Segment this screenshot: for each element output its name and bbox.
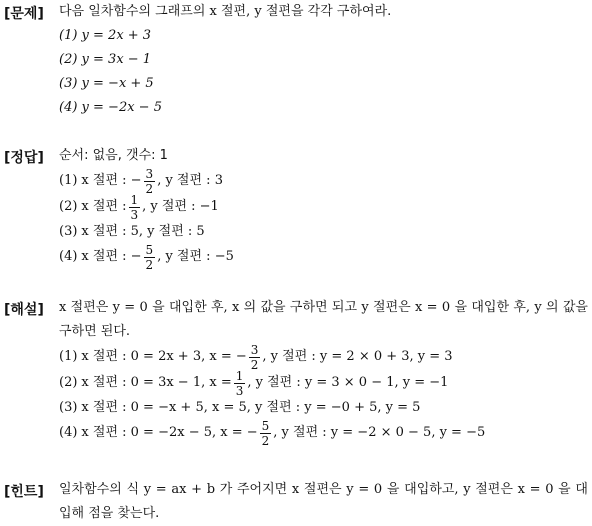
- explanation-item-3: (3) x 절편 : 0 = −x + 5, x = 5 , y 절편 : y = −0 + 5, y = 5: [59, 400, 421, 415]
- answer-item-3: (3) x 절편 : 5 , y 절편 : 5: [59, 224, 205, 239]
- answer-meta: 순서: 없음, 갯수: 1: [59, 148, 168, 163]
- fraction: $\frac{1}{3}$: [235, 368, 244, 398]
- explanation-item-1: (1) x 절편 : 0 = 2x + 3, x = − $\frac{3}{2}$ , y 절편 : y = 2 × 0 + 3, y = 3: [59, 342, 453, 372]
- answer-tag: [정답]: [4, 150, 44, 166]
- explanation-tag: [해설]: [4, 302, 44, 318]
- fraction: $\frac{3}{2}$: [145, 166, 154, 196]
- problem-item-1: (1) y = 2x + 3: [59, 28, 152, 43]
- fraction: $\frac{3}{2}$: [250, 342, 259, 372]
- explanation-item-4: (4) x 절편 : 0 = −2x − 5, x = − $\frac{5}{2}$ , y 절편 : y = −2 × 0 − 5, y = −5: [59, 418, 486, 448]
- hint-text: 일차함수의 식 y = ax + b 가 주어지면 x 절편은 y = 0 을 대입하고, y 절편은 x = 0 을 대입해 점을 찾는다.: [59, 482, 588, 521]
- problem-item-2: (2) y = 3x − 1: [59, 52, 152, 67]
- fraction: $\frac{1}{3}$: [130, 192, 139, 222]
- explanation-item-2: (2) x 절편 : 0 = 3x − 1, x = $\frac{1}{3}$ , y 절편 : y = 3 × 0 − 1, y = −1: [59, 368, 449, 398]
- answer-item-2: (2) x 절편 : $\frac{1}{3}$ , y 절편 : −1: [59, 192, 219, 222]
- problem-item-3: (3) y = −x + 5: [59, 76, 154, 91]
- problem-item-4: (4) y = −2x − 5: [59, 100, 162, 115]
- answer-item-1: (1) x 절편 : − $\frac{3}{2}$ , y 절편 : 3: [59, 166, 223, 196]
- answer-item-4: (4) x 절편 : − $\frac{5}{2}$ , y 절편 : −5: [59, 242, 234, 272]
- problem-text: 다음 일차함수의 그래프의 x 절편, y 절편을 각각 구하여라.: [59, 4, 392, 19]
- hint-tag: [힌트]: [4, 484, 44, 500]
- fraction: $\frac{5}{2}$: [261, 418, 270, 448]
- fraction: $\frac{5}{2}$: [145, 242, 154, 272]
- problem-tag: [문제]: [4, 6, 44, 22]
- explanation-text: x 절편은 y = 0 을 대입한 후, x 의 값을 구하면 되고 y 절편은 x = 0 을 대입한 후, y 의 값을 구하면 된다.: [59, 300, 588, 339]
